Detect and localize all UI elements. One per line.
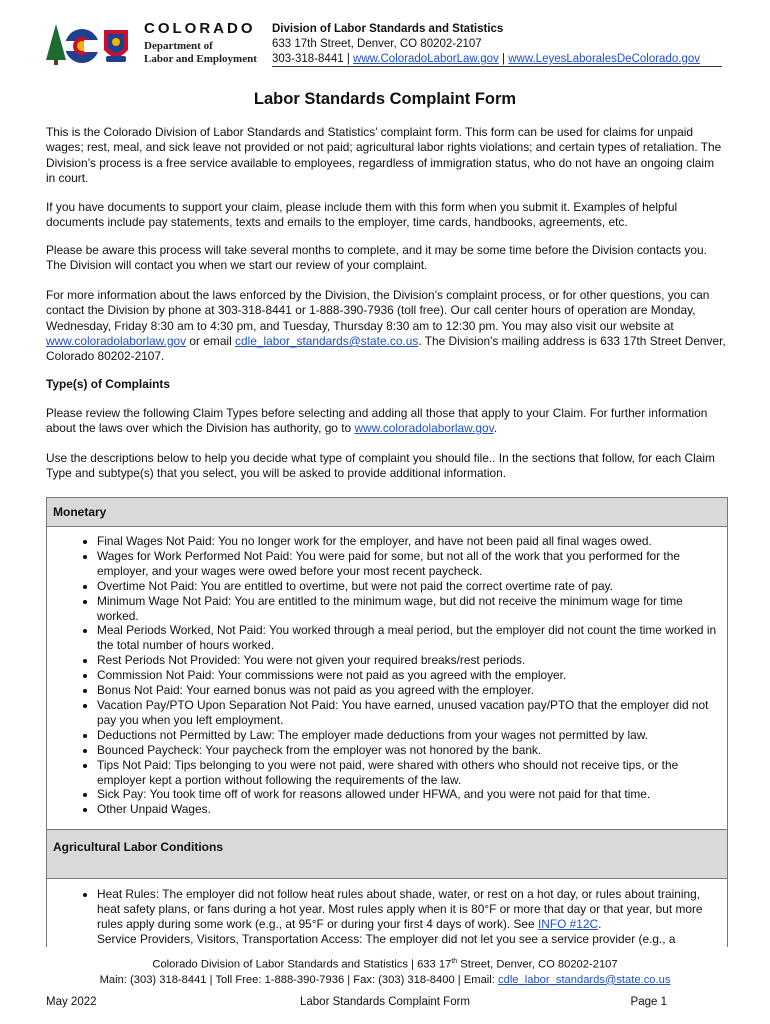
more-info-before: For more information about the laws enforced by the Division, the Division’s complaint process, or for other questions, you can contact the Division by phone at 303-318-8441 or 1-888-390-7936 (toll free). Our call center hours of operation are Monday, Wednesday, Friday 8:30 am to 4:30 pm, and Tuesday, Thursday 8:30 am to 12:30 pm. You may also visit our website at xyxy=(46,288,710,333)
monetary-heading: Monetary xyxy=(47,498,727,527)
types-review-after: . xyxy=(493,421,498,436)
footer-line-1-sup: th xyxy=(451,958,458,965)
list-item: • Bonus Not Paid: Your earned bonus was not paid as you agreed with the employer. xyxy=(97,683,719,698)
footer-line-2-a: Main: (303) 318-8441 | Toll Free: 1-888-390-7936 | Fax: (303) 318-8400 | Email: xyxy=(99,973,498,986)
documents-paragraph xyxy=(46,200,726,231)
agricultural-heading: Agricultural Labor Conditions xyxy=(47,830,727,879)
list-item: • Overtime Not Paid: You are entitled to overtime, but were not paid the correct overtime rate of pay. xyxy=(97,579,719,594)
footer-line-1-b: Street, Denver, CO 80202-2107 xyxy=(457,958,618,971)
list-item: • Wages for Work Performed Not Paid: You were paid for some, but not all of the work that you performed for the employer, and your wages were owed before your most recent paycheck. xyxy=(97,549,719,579)
types-description-paragraph xyxy=(46,451,726,482)
heat-rules-text: Heat Rules: The employer did not follow heat rules about shade, water, or rest on a hot day, or rules about training, heat safety plans, or fans during a hot year. Most rules apply when it is 80°F or more that day or that year, but more rules apply during some work (e.g., at 95°F or during your first 4 days of work). See xyxy=(97,887,703,931)
email-link[interactable]: cdle_labor_standards@state.co.us xyxy=(235,333,419,348)
timing-paragraph xyxy=(46,243,726,274)
list-item: • Vacation Pay/PTO Upon Separation Not Paid: You have earned, unused vacation pay/PTO that the employer did not pay you when you left employment. xyxy=(97,698,719,728)
types-review-before: Please review the following Claim Types before selecting and adding all those that apply to your Claim. For further information about the laws over which the Division has authority, go to xyxy=(46,406,708,436)
department-line-1: Department of xyxy=(144,40,213,52)
footer-form-name: Labor Standards Complaint Form xyxy=(299,996,471,1008)
list-item: • Deductions not Permitted by Law: The employer made deductions from your wages not permitted by law. xyxy=(97,728,719,743)
separator: | xyxy=(346,53,350,65)
agricultural-list xyxy=(47,887,727,947)
types-description-text: Use the descriptions below to help you decide what type of complaint you should file.. In the sections that follow, for each Claim Type and subtype(s) that you select, you will be asked to provide additional information. xyxy=(46,451,715,481)
types-review-text xyxy=(46,406,726,437)
separator: | xyxy=(502,53,505,65)
list-item: • Meal Periods Worked, Not Paid: You worked through a meal period, but the employer did not count the time worked in the total number of hours worked. xyxy=(97,623,719,653)
list-item: • Rest Periods Not Provided: You were not given your required breaks/rest periods. xyxy=(97,653,719,668)
footer-line-1 xyxy=(0,954,770,973)
website-link[interactable]: www.coloradolaborlaw.gov xyxy=(46,333,187,348)
documents-text: If you have documents to support your claim, please include them with this form when you submit it. Examples of helpful documents include pay statements, texts and emails to the employer, time cards, handbooks, agreements, etc. xyxy=(46,200,678,230)
timing-text: Please be aware this process will take several months to complete, and it may be some time before the Division contacts you. The Division will contact you when we start our review of your complaint. xyxy=(46,243,707,273)
department-name xyxy=(144,40,257,66)
header-divider xyxy=(272,66,722,67)
footer-line-1-a: Colorado Division of Labor Standards and Statistics | 633 17 xyxy=(152,958,452,971)
monetary-section xyxy=(46,497,728,832)
list-item: • Sick Pay: You took time off of work for reasons allowed under HFWA, and you were not paid for that time. xyxy=(97,787,719,802)
intro-paragraph xyxy=(46,125,726,186)
list-item: • Other Unpaid Wages. xyxy=(97,802,719,817)
list-item: • Service Providers, Visitors, Transportation Access: The employer did not let you see a service provider (e.g., a xyxy=(97,932,719,947)
types-review-link[interactable]: www.coloradolaborlaw.gov xyxy=(354,421,494,436)
list-item: • Minimum Wage Not Paid: You are entitled to the minimum wage, but did not receive the minimum wage for time worked. xyxy=(97,594,719,624)
list-item: • Commission Not Paid: Your commissions were not paid as you agreed with the employer. xyxy=(97,668,719,683)
leyes-laborales-link[interactable]: www.LeyesLaboralesDeColorado.gov xyxy=(508,53,700,65)
footer-line-2 xyxy=(0,973,770,988)
division-phone: 303-318-8441 xyxy=(272,53,344,65)
brand-wordmark: COLORADO xyxy=(144,20,256,37)
footer-email-link[interactable]: cdle_labor_standards@state.co.us xyxy=(498,973,671,986)
list-item: • Final Wages Not Paid: You no longer work for the employer, and have not been paid all final wages owed. xyxy=(97,534,719,549)
page-number: Page 1 xyxy=(630,996,667,1008)
list-item xyxy=(97,887,719,932)
footer-date: May 2022 xyxy=(46,996,97,1008)
info-12c-link[interactable]: INFO #12C xyxy=(537,916,599,931)
types-heading: Type(s) of Complaints xyxy=(46,377,170,391)
contact-line xyxy=(272,52,700,67)
heat-rules-end: . xyxy=(598,916,602,931)
types-heading-block xyxy=(46,377,726,392)
list-item: • Tips Not Paid: Tips belonging to you were not paid, were shared with others who should not receive tips, or the employer kept a portion without following the requirements of the law. xyxy=(97,758,719,788)
colorado-labor-law-link[interactable]: www.ColoradoLaborLaw.gov xyxy=(353,53,499,65)
agricultural-section xyxy=(46,829,728,947)
monetary-list xyxy=(47,534,727,817)
division-address: 633 17th Street, Denver, CO 80202-2107 xyxy=(272,38,482,50)
department-line-2: Labor and Employment xyxy=(144,53,257,65)
more-info-text xyxy=(46,288,726,364)
page-title: Labor Standards Complaint Form xyxy=(253,90,517,108)
more-info-paragraph xyxy=(46,288,726,364)
more-info-after: . The Division's mailing address is 633 17th Street Denver, Colorado 80202-2107. xyxy=(46,333,726,364)
division-name: Division of Labor Standards and Statistics xyxy=(272,23,504,35)
letterhead-contact xyxy=(272,22,700,67)
list-item: • Bounced Paycheck: Your paycheck from the employer was not honored by the bank. xyxy=(97,743,719,758)
more-info-middle: or email xyxy=(186,333,236,348)
types-review-paragraph xyxy=(46,406,726,437)
intro-text: This is the Colorado Division of Labor Standards and Statistics’ complaint form. This form can be used for claims for unpaid wages; rest, meal, and sick leave not provided or not paid; agricultural labor rights violations; and certain types of retaliation. The Division’s process is a free service available to employees, regardless of immigration status, who do not have an ongoing claim in court. xyxy=(46,125,722,185)
footer-address xyxy=(0,954,770,988)
